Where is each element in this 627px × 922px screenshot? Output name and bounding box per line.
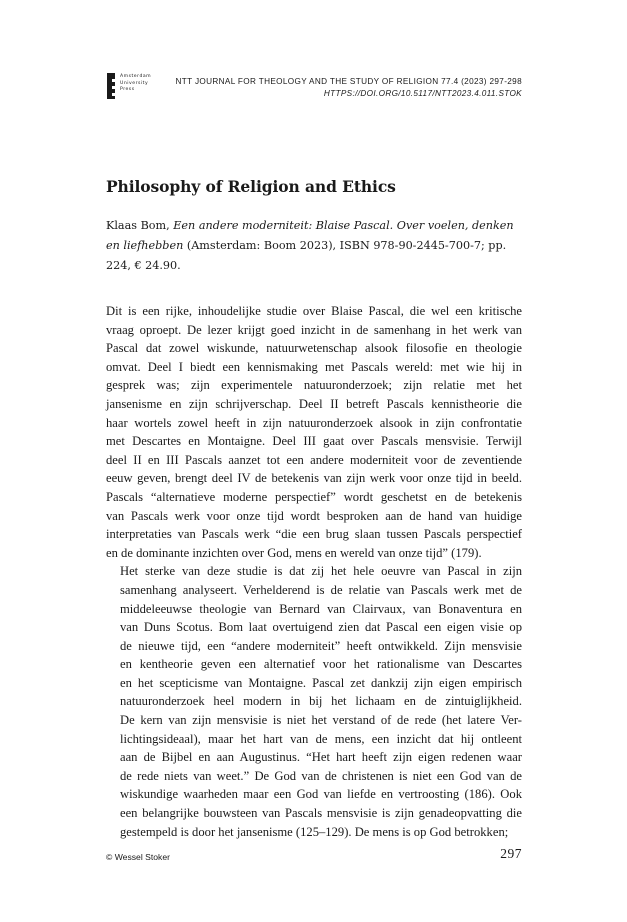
publisher-logo <box>107 73 167 99</box>
citation-author: Klaas Bom, <box>106 219 174 232</box>
text-line: en kentheorie geven een alternatief voor het rationalisme van Descartes <box>120 657 522 672</box>
text-line: de nieuwe tijd, een “andere moderniteit” heeft ontwikkeld. Zijn mensvisie <box>120 638 522 653</box>
copyright-notice: © Wessel Stoker <box>106 852 170 862</box>
journal-line: NTT JOURNAL FOR THEOLOGY AND THE STUDY OF RELIGION 77.4 (2023) 297-298 <box>175 77 522 86</box>
text-line: gesprek was; zijn experimentele natuuronderzoek; zijn relatie met het <box>106 378 522 393</box>
text-line: haar wortels zowel heeft in zijn natuuronderzoek alsook in zijn confrontatie <box>106 415 522 430</box>
text-line: jansenisme en zijn schrijverschap. Deel II betreft Pascals kennistheorie die <box>106 396 522 411</box>
logo-line: Amsterdam <box>120 74 152 79</box>
text-line: omvat. Deel I biedt een kennismaking met Pascals wereld: met wie hij in <box>106 359 522 374</box>
text-line: en het scepticisme van Montaigne. Pascal zet dankzij zijn eigen empirisch <box>120 675 522 690</box>
text-line: natuuronderzoek heel modern in bij het lichaam en de zintuiglijkheid. <box>120 694 522 709</box>
text-line: van Pascals werk voor onze tijd wordt besproken aan de hand van huidige <box>106 508 522 523</box>
paragraph-1 <box>106 302 522 562</box>
paragraph-2 <box>106 562 522 841</box>
text-line: interpretaties van Pascals werk “die een brug slaan tussen Pascals perspectief <box>106 527 522 542</box>
logo-notch-icon <box>112 86 115 89</box>
doi-link[interactable]: HTTPS://DOI.ORG/10.5117/NTT2023.4.011.STOK <box>323 89 522 98</box>
page-number: 297 <box>500 846 522 861</box>
text-line: middeleeuwse theologie van Bernard van Clairvaux, van Bonaventura en <box>120 601 522 616</box>
text-line: lichtingsideaal), maar het hart van de mens, een inzicht dat hij ontleent <box>120 731 522 746</box>
running-header <box>176 76 523 100</box>
text-line: eeuw geven, brengt deel IV de betekenis van zijn werk voor onze tijd in beeld. <box>106 471 522 486</box>
text-line: met Descartes en Montaigne. Deel III gaat over Pascals mensvisie. Terwijl <box>106 434 522 449</box>
text-line: samenhang analyseert. Verhelderend is de relatie van Pascals werk met de <box>120 582 522 597</box>
text-line: De kern van zijn mensvisie is niet het verstand of de rede (het latere Ver- <box>120 713 522 728</box>
text-line: Het sterke van deze studie is dat zij het hele oeuvre van Pascal in zijn <box>120 564 522 579</box>
text-line: wiskundige waarheden maar een God van liefde en vertroosting (186). Ook <box>120 787 522 802</box>
text-line: gestempeld is door het jansenisme (125–129). De mens is op God betrokken; <box>120 824 509 839</box>
text-line: Pascals “alternatieve moderne perspectief” wordt geschetst en de betekenis <box>106 489 522 504</box>
citation-details: (Amsterdam: Boom 2023), ISBN 978-90-2445-700-7; pp. 224, € 24.90. <box>106 239 507 272</box>
logo-notch-icon <box>112 93 115 96</box>
citation-book-title: Een andere moderniteit: Blaise Pascal. Over voelen, denken en liefhebben <box>106 219 514 252</box>
text-line: Dit is een rijke, inhoudelijke studie over Blaise Pascal, die wel een kritische <box>106 304 522 318</box>
text-line: vraag oproept. De lezer krijgt goed inzicht in de samenhang in het werk van <box>106 322 522 337</box>
logo-line: University <box>120 80 149 86</box>
logo-text <box>120 74 151 94</box>
review-body <box>106 302 522 841</box>
text-line: een belangrijke bouwsteen van Pascals mensvisie is zijn genadeopvatting die <box>120 806 522 821</box>
text-line: de rede niets van weet.” De God van de christenen is niet een God van de <box>120 768 522 783</box>
text-line: en de dominante inzichten over God, mens en wereld van onze tijd” (179). <box>106 545 482 560</box>
section-title: Philosophy of Religion and Ethics <box>106 177 396 196</box>
logo-notch-icon <box>112 79 115 82</box>
text-line: deel II en III Pascals aanzet tot een andere moderniteit voor de zeventiende <box>106 452 522 467</box>
logo-line: Press <box>120 87 135 93</box>
text-line: aan de Bijbel en aan Augustinus. “Het hart heeft zijn eigen redenen waar <box>120 750 522 765</box>
text-line: van Duns Scotus. Bom laat overtuigend zien dat Pascal een eigen visie op <box>120 620 522 635</box>
book-citation <box>106 216 522 276</box>
text-line: Pascal dat zowel wiskunde, natuurwetenschap alsook filosofie en theologie <box>106 341 522 356</box>
